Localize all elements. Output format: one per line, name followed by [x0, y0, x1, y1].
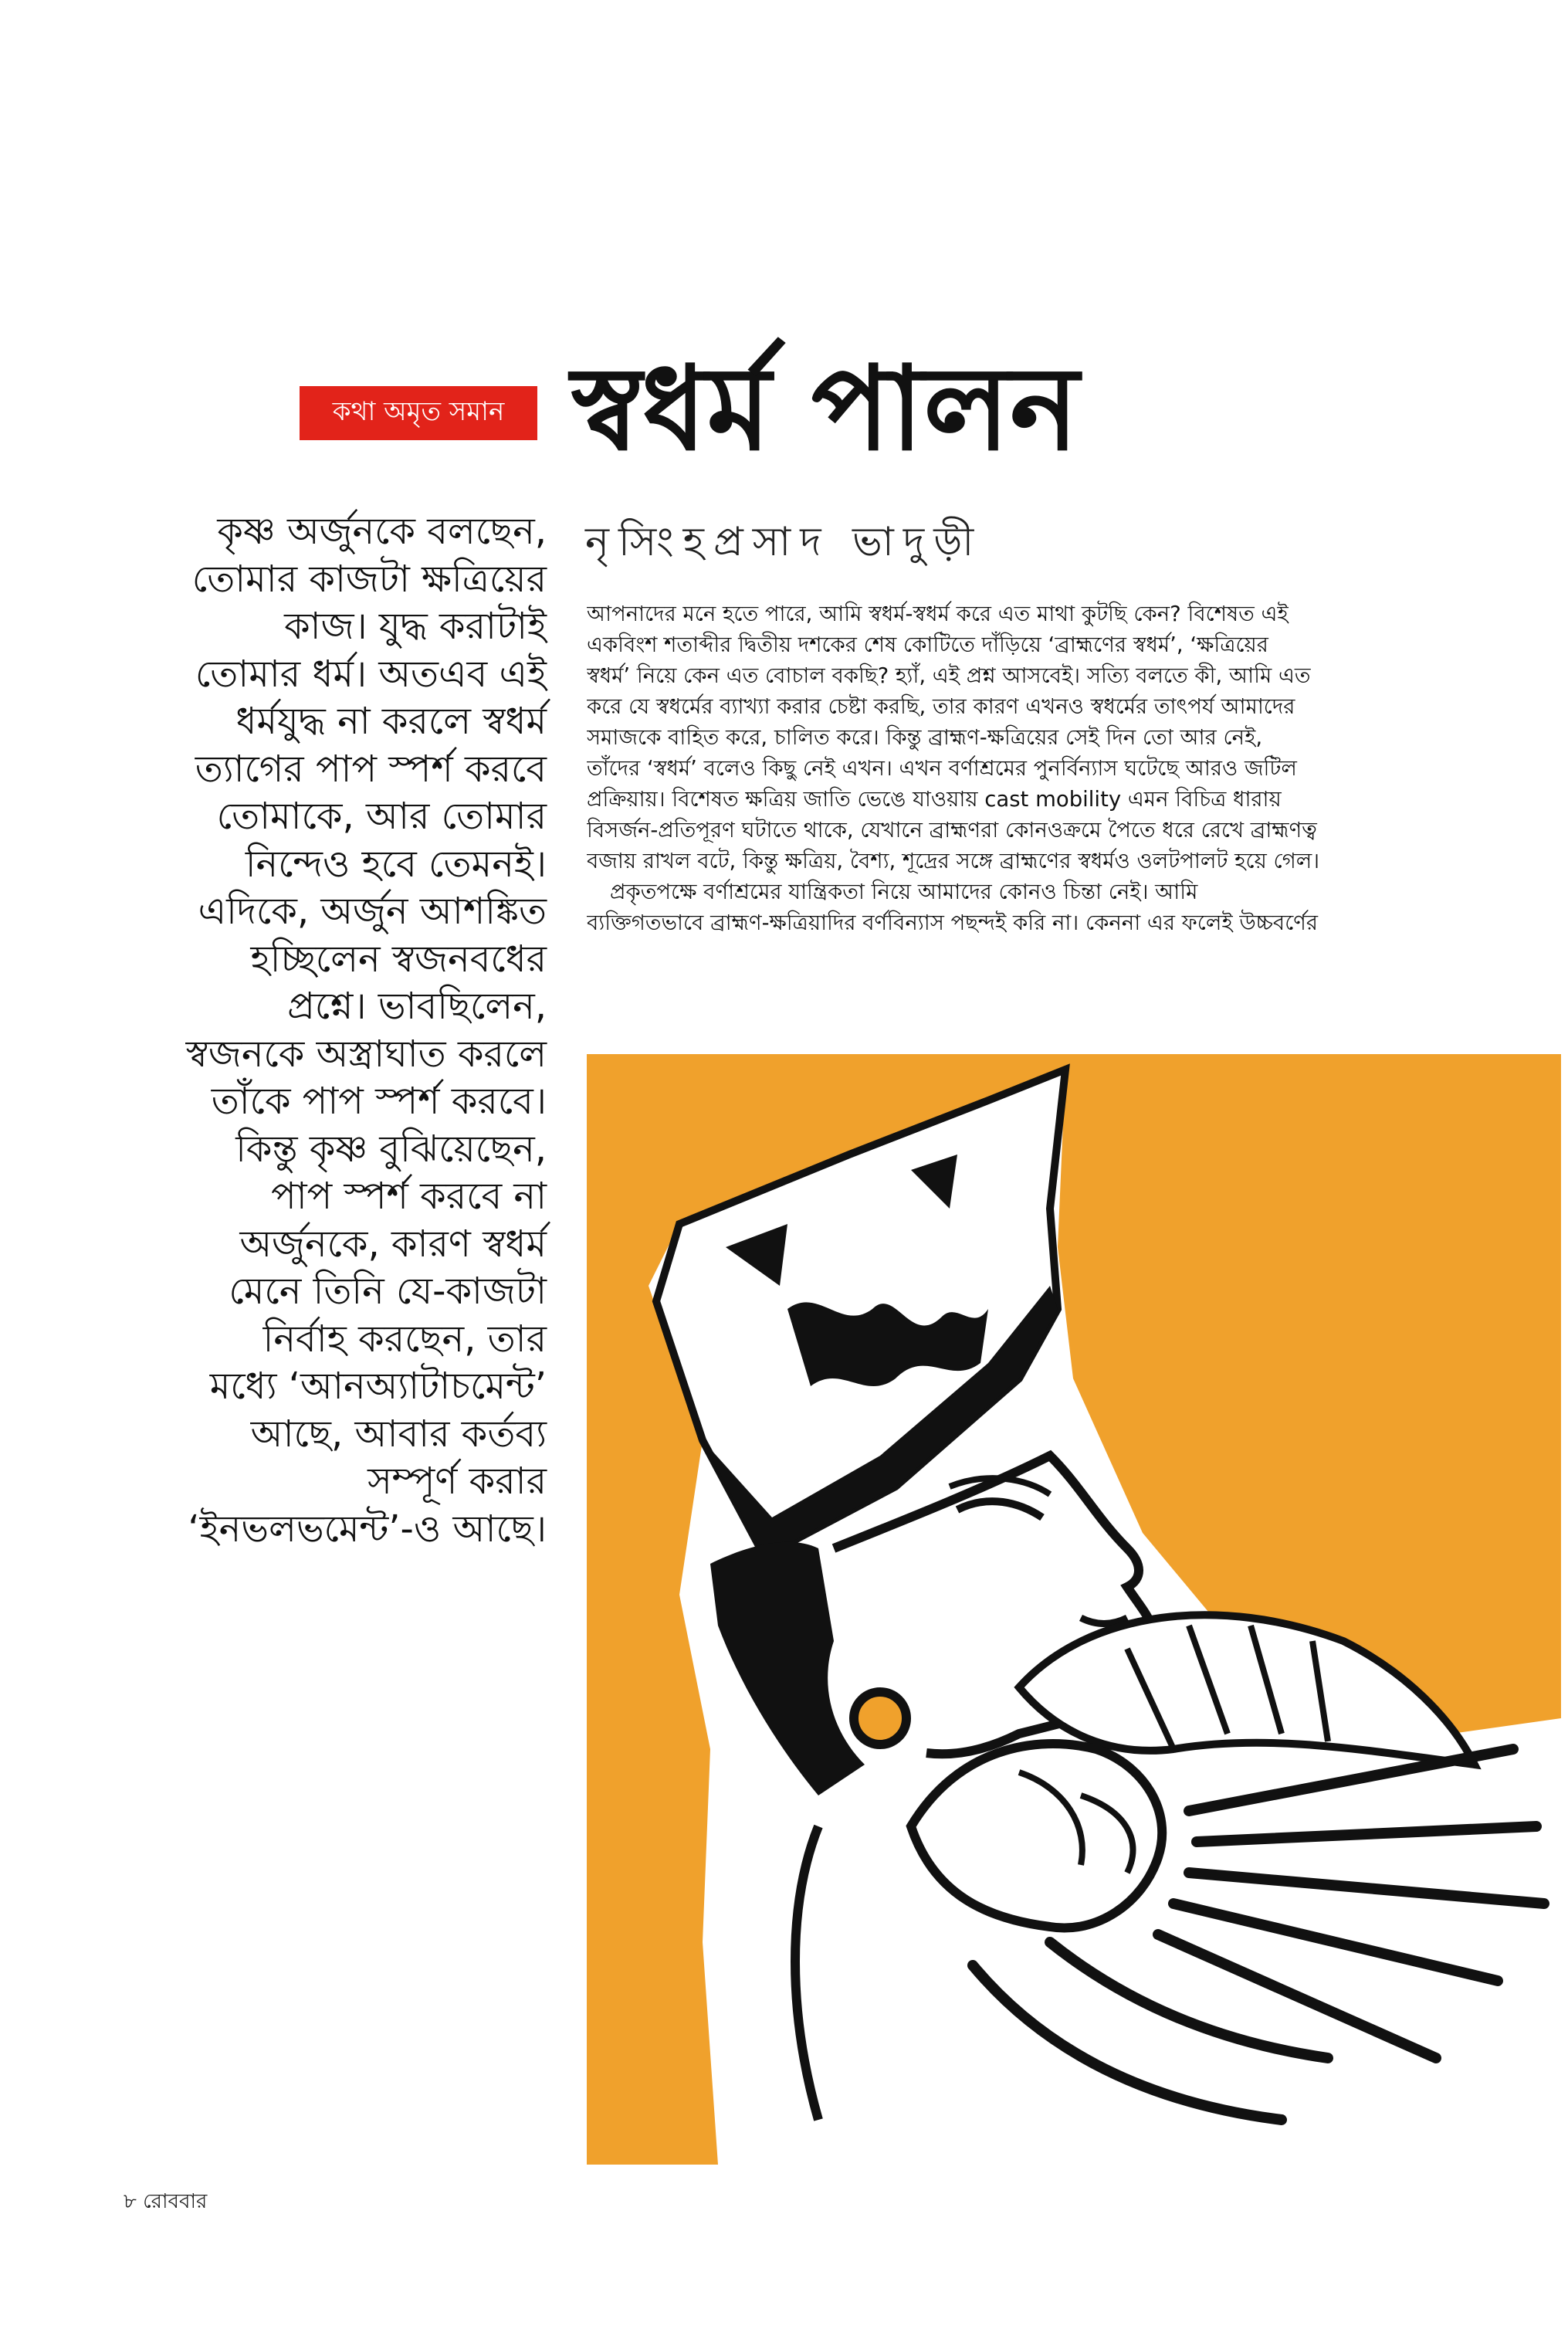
pull-quote-line: হচ্ছিলেন স্বজনবধের [250, 937, 547, 981]
pull-quote-line: কাজ। যুদ্ধ করাটাই [284, 605, 547, 648]
pull-quote-line: তোমার কাজটা ক্ষত্রিয়ের [191, 557, 547, 601]
pull-quote-line: মধ্যে ‘আনঅ্যাটাচমেন্ট’ [209, 1365, 547, 1408]
body-line: প্রক্রিয়ায়। বিশেষত ক্ষত্রিয় জাতি ভেঙে যাওয়ায় cast mobility এমন বিচিত্র ধারায় [587, 787, 1282, 812]
body-line: সমাজকে বাহিত করে, চালিত করে। কিন্তু ব্রাহ্মণ-ক্ষত্রিয়ের সেই দিন তো আর নেই, [587, 725, 1263, 750]
pull-quote-line: কৃষ্ণ অর্জুনকে বলছেন, [217, 510, 547, 553]
section-tag: কথা অমৃত সমান [300, 386, 537, 440]
body-line: বিসর্জন-প্রতিপূরণ ঘটাতে থাকে, যেখানে ব্রাহ্মণরা কোনওক্রমে পৈতে ধরে রেখে ব্রাহ্মণত্ব [587, 818, 1317, 843]
pull-quote-line: তোমার ধর্ম। অতএব এই [195, 652, 547, 696]
page-folio: ৮ রোববার [124, 2190, 208, 2213]
pull-quote-line: আছে, আবার কর্তব্য [250, 1412, 547, 1456]
pull-quote-line: প্রশ্নে। ভাবছিলেন, [287, 985, 547, 1028]
article-title: স্বধর্ম পালন [571, 342, 1079, 476]
pull-quote-line: ‘ইনভলভমেন্ট’-ও আছে। [188, 1507, 547, 1551]
body-line: প্রকৃতপক্ষে বর্ণাশ্রমের যান্ত্রিকতা নিয়ে আমাদের কোনও চিন্তা নেই। আমি [610, 880, 1198, 904]
body-line: একবিংশ শতাব্দীর দ্বিতীয় দশকের শেষ কোটিতে দাঁড়িয়ে ‘ব্রাহ্মণের স্বধর্ম’, ‘ক্ষত্রিয়ের [587, 632, 1268, 657]
pull-quote-line: কিন্তু কৃষ্ণ বুঝিয়েছেন, [235, 1127, 547, 1171]
body-line: তাঁদের ‘স্বধর্ম’ বলেও কিছু নেই এখন। এখন বর্ণাশ্রমের পুনর্বিন্যাস ঘটেছে আরও জটিল [587, 756, 1297, 781]
body-line: ব্যক্তিগতভাবে ব্রাহ্মণ-ক্ষত্রিয়াদির বর্ণবিন্যাস পছন্দই করি না। কেননা এর ফলেই উচ্চবর্ণের [587, 910, 1318, 935]
pull-quote-line: ত্যাগের পাপ স্পর্শ করবে [195, 747, 547, 791]
pull-quote-line: পাপ স্পর্শ করবে না [271, 1175, 547, 1218]
pull-quote-line: নির্বাহ করছেন, তার [262, 1317, 547, 1361]
pull-quote-line: তোমাকে, আর তোমার [216, 795, 547, 838]
body-line: করে যে স্বধর্মের ব্যাখ্যা করার চেষ্টা করছি, তার কারণ এখনও স্বধর্মের তাৎপর্য আমাদের [587, 694, 1295, 719]
pull-quote-line: নিন্দেও হবে তেমনই। [245, 842, 547, 886]
illustration-drawing [587, 1054, 1561, 2165]
conch-shell [1019, 1615, 1475, 1765]
author-byline: নৃসিংহপ্রসাদ ভাদুড়ী [585, 519, 984, 565]
pull-quote-line: এদিকে, অর্জুন আশঙ্কিত [198, 890, 547, 933]
body-line: স্বধর্ম’ নিয়ে কেন এত বোচাল বকছি? হ্যাঁ, এই প্রশ্ন আসবেই। সত্যি বলতে কী, আমি এত [587, 663, 1311, 688]
earring [854, 1692, 906, 1744]
pull-quote-line: তাঁকে পাপ স্পর্শ করবে। [211, 1080, 547, 1123]
pull-quote-line: সম্পূর্ণ করার [367, 1460, 547, 1503]
pull-quote-line: স্বজনকে অস্ত্রাঘাত করলে [185, 1032, 547, 1076]
pull-quote-line: মেনে তিনি যে-কাজটা [229, 1270, 547, 1313]
illustration-arjuna [587, 1054, 1561, 2165]
body-line: আপনাদের মনে হতে পারে, আমি স্বধর্ম-স্বধর্ম করে এত মাথা কুটছি কেন? বিশেষত এই [587, 602, 1289, 626]
pull-quote-line: অর্জুনকে, কারণ স্বধর্ম [239, 1222, 547, 1266]
body-line: বজায় রাখল বটে, কিন্তু ক্ষত্রিয়, বৈশ্য, শূদ্রের সঙ্গে ব্রাহ্মণের স্বধর্মও ওলটপালট হয়ে গেল। [587, 849, 1320, 873]
pull-quote [124, 508, 547, 1553]
article-body [587, 598, 1425, 938]
pull-quote-line: ধর্মযুদ্ধ না করলে স্বধর্ম [235, 700, 547, 743]
